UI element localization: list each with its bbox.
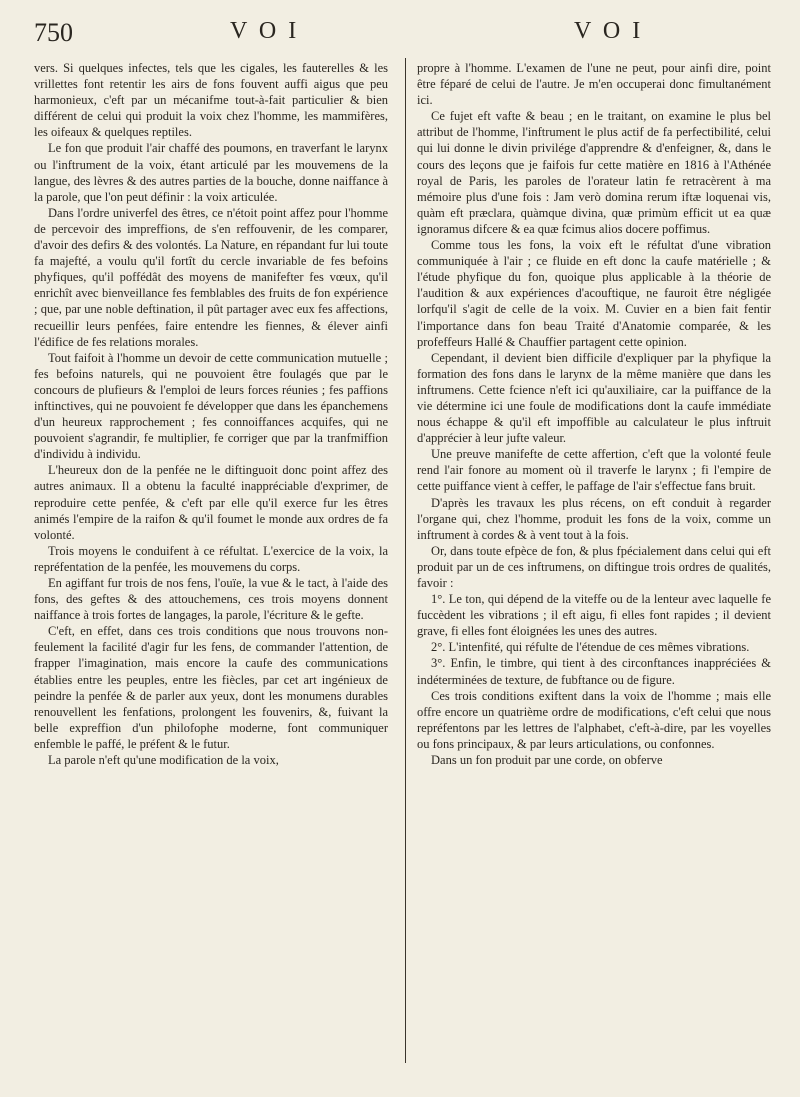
paragraph: 2°. L'intenfité, qui réfulte de l'étendue de ces mêmes vibrations. [431,640,750,655]
paragraph: 1°. Le ton, qui dépend de la viteffe ou de la lenteur avec laquelle fe fuccèdent les vibrations ; il eft aigu, fi elles font rapides ; il devient grave, fi elles font éloignées les unes des autres. [417,592,771,639]
right-column [417,60,771,1070]
paragraph: En agiffant fur trois de nos fens, l'ouïe, la vue & le tact, à l'aide des fons, des geftes & des attouchemens, ces trois moyens donnent naiffance à trois fortes de langages, la parole, l'écriture & le gefte. [34,576,388,623]
paragraph: Dans l'ordre univerfel des êtres, ce n'étoit point affez pour l'homme de percevoir des impreffions, de s'en reffouvenir, de les comparer, d'avoir des defirs & des volontés. La Nature, en répandant fur lui toute fa majefté, a voulu qu'il fortît du cercle invariable de fes befoins phyfiques, qu'il poffédât des moyens de manifefter fes vœux, qu'il enrichît avec bienveillance fes femblables des fruits de fon expérience ; que, par une noble deftination, il pût partager avec eux fes affections, recueillir leurs penfées, faire entendre les fiennes, & élever ainfi l'édifice de fes relations morales. [34,205,388,349]
paragraph: La parole n'eft qu'une modification de la voix, [48,753,279,768]
column-divider [405,58,406,1063]
paragraph: C'eft, en effet, dans ces trois conditions que nous trouvons non-feulement la facilité d'agir fur les fens, de commander l'attention, de frapper l'imagination, mais encore la caufe des communications établies entre les peuples, entre les fiècles, par cet art ingénieux de peindre la penfée & de parler aux yeux, dont les monumens durables renouvellent les fenfations, prolongent les fouvenirs, &, fuivant la belle expreffion d'un philofophe moderne, font communiquer enfemble le paffé, le préfent & le futur. [34,624,388,751]
running-header [0,14,800,52]
paragraph: Ces trois conditions exiftent dans la voix de l'homme ; mais elle offre encore un quatrième ordre de modifications, c'eft celui que nous repréfentons par les lettres de l'alphabet, c'eft-à-dire, par les voyelles ou fons principaux, & par leurs articulations, ou confonnes. [417,688,771,751]
paragraph: Dans un fon produit par une corde, on obferve [431,753,663,768]
paragraph: Trois moyens le conduifent à ce réfultat. L'exercice de la voix, la repréfentation de la penfée, les mouvemens du corps. [34,543,388,574]
paragraph: Cependant, il devient bien difficile d'expliquer par la phyfique la formation des fons dans le larynx de la même manière que dans les inftrumens. Cette fcience n'eft ici qu'auxiliaire, car la puiffance de la vie détermine ici une foule de modifications dont la caufe immédiate nous échappe & qu'il eft impoffible au calculateur le plus inftruit d'apprécier à leur jufte valeur. [417,350,771,446]
paragraph: propre à l'homme. L'examen de l'une ne peut, pour ainfi dire, point être féparé de celui de l'autre. Je m'en occuperai donc fimultanément ici. [417,61,771,108]
right-running-head: V O I [574,18,644,44]
paragraph: Une preuve manifefte de cette affertion, c'eft que la volonté feule rend l'air fonore au moment où il traverfe le larynx ; fi l'empire de cette puiffance vient à ceffer, le paffage de l'air s'effectue fans bruit. [417,447,771,494]
paragraph: Le fon que produit l'air chaffé des poumons, en traverfant le larynx ou l'inftrument de la voix, étant articulé par les mouvemens de la langue, des lèvres & des autres parties de la bouche, donne naiffance à la parole, que l'on peut définir : la voix articulée. [34,141,388,204]
paragraph: vers. Si quelques infectes, tels que les cigales, les fauterelles & les vrillettes font retentir les airs de fons fouvent auffi aigus que peu harmonieux, c'eft par un mécanifme tout-à-fait particulier & bien différent de celui qui produit la voix chez l'homme, les mammifères, les oifeaux & quelques reptiles. [34,61,388,140]
paragraph: Tout faifoit à l'homme un devoir de cette communication mutuelle ; fes befoins naturels, qui ne pouvoient être foulagés que par le concours de plufieurs & l'emploi de leurs forces réunies ; fes paffions inftinctives, qui ne pouvoient fe développer que dans les épanchemens d'un heureux rapprochement ; fes connoiffances acquifes, qui ne pouvoient s'agrandir, fe multiplier, fe corriger que par la tranfmiffion d'individu à individu. [34,350,388,462]
left-column [34,60,388,1070]
paragraph: Or, dans toute efpèce de fon, & plus fpécialement dans celui qui eft produit par un de ces inftrumens, on diftingue trois ordres de qualités, favoir : [417,543,771,590]
paragraph: Ce fujet eft vafte & beau ; en le traitant, on examine le plus bel attribut de l'homme, l'inftrument le plus actif de fa perfectibilité, celui qui lui donne le divin privilége d'apprendre & d'enfeigner, &, dans le cours des leçons que je faifois fur cette matière en 1816 à l'Athénée royal de Paris, les paroles de l'orateur latin fe retracèrent à ma mémoire plus d'une fois : Jam verò domina rerum iftæ loquenai vis, quàm eft præclara, quàmque divina, quæ primùm efficit ut ea quæ ignoramus difcere & ea quæ fcimus alios docere poffimus. [417,109,771,236]
paragraph: Comme tous les fons, la voix eft le réfultat d'une vibration communiquée à l'air ; ce fluide en eft donc la caufe matérielle ; & l'étude phyfique du fon, quoique plus applicable à la théorie de l'audition & aux expériences d'acouftique, ne fauroit être négligée lorfqu'il s'agit de celle de la voix. M. Cuvier en a bien fait fentir l'importance dans fon beau Traité d'Anatomie comparée, & les profeffeurs Hallé & Chauffier partagent cette opinion. [417,238,771,349]
paragraph: D'après les travaux les plus récens, on eft conduit à regarder l'organe qui, chez l'homme, produit les fons de la voix, comme un inftrument à cordes & à vent tout à la fois. [417,495,771,542]
paragraph: L'heureux don de la penfée ne le diftinguoit donc point affez des autres animaux. Il a obtenu la faculté inappréciable d'exprimer, de reproduire cette penfée, & c'eft par elle qu'il exerce fur les êtres animés l'empire de la raifon & qu'il foumet le monde aux ordres de fa volonté. [34,463,388,542]
left-running-head: V O I [230,18,300,44]
page-number: 750 [34,18,73,47]
paragraph: 3°. Enfin, le timbre, qui tient à des circonftances inappréciées & indéterminées de texture, de fubftance ou de figure. [417,656,771,687]
